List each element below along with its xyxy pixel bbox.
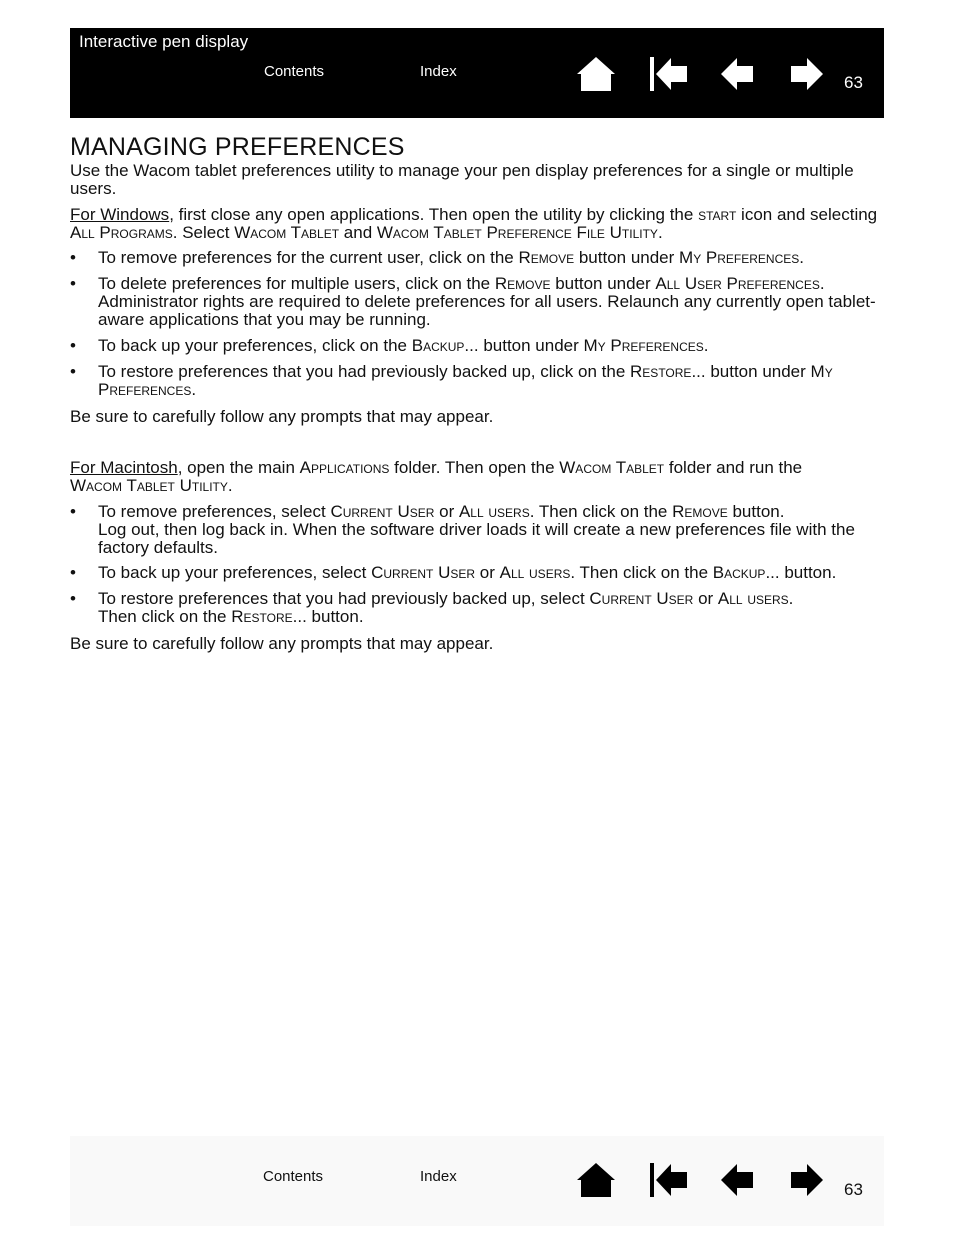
list-item: • To restore preferences that you had previously backed up, click on the Restore... button under My Preferences.	[70, 363, 880, 399]
mac-bullet-list	[70, 503, 880, 626]
main-content	[70, 132, 880, 653]
contents-link[interactable]: Contents	[264, 63, 325, 80]
page-number: 63	[844, 1180, 863, 1199]
list-item: • To back up your preferences, select Current User or All users. Then click on the Backup... button.	[70, 564, 880, 582]
page-title: MANAGING PREFERENCES	[70, 133, 405, 161]
document-title: Interactive pen display	[79, 32, 249, 51]
list-item: • To back up your preferences, click on the Backup... button under My Preferences.	[70, 337, 880, 355]
mac-closing-text: Be sure to carefully follow any prompts that may appear.	[70, 634, 494, 653]
first-page-icon[interactable]	[647, 54, 691, 94]
windows-closing-text: Be sure to carefully follow any prompts that may appear.	[70, 407, 494, 426]
contents-link[interactable]: Contents	[263, 1168, 324, 1185]
windows-link[interactable]: For Windows	[70, 205, 170, 224]
list-item: • To remove preferences for the current user, click on the Remove button under My Preferences.	[70, 249, 880, 267]
footer-bar	[70, 1136, 884, 1226]
home-icon[interactable]	[574, 54, 618, 94]
list-item: • To delete preferences for multiple users, click on the Remove button under All User Preferences. Administrator rights are required to delete preferences for all users. Relaunch any currently open tablet-aware applications that you may be running.	[70, 275, 880, 329]
index-link[interactable]: Index	[420, 1168, 457, 1185]
page-number: 63	[844, 73, 863, 92]
index-link[interactable]: Index	[420, 63, 457, 80]
windows-bullet-list	[70, 249, 880, 399]
next-page-icon[interactable]	[784, 54, 828, 94]
previous-page-icon[interactable]	[716, 54, 760, 94]
home-icon[interactable]	[574, 1160, 618, 1200]
list-item: • To remove preferences, select Current User or All users. Then click on the Remove button. Log out, then log back in. When the software driver loads it will create a new preferences file with the factory defaults.	[70, 503, 880, 557]
next-page-icon[interactable]	[784, 1160, 828, 1200]
windows-paragraph: For Windows, first close any open applications. Then open the utility by clicking the start icon and selecting All Programs. Select Wacom Tablet and Wacom Tablet Preference File Utility.	[70, 205, 878, 242]
macintosh-link[interactable]: For Macintosh	[70, 458, 178, 477]
previous-page-icon[interactable]	[716, 1160, 760, 1200]
first-page-icon[interactable]	[647, 1160, 691, 1200]
intro-paragraph: Use the Wacom tablet preferences utility to manage your pen display preferences for a single or multiple users.	[70, 161, 854, 198]
mac-paragraph: For Macintosh, open the main Applications folder. Then open the Wacom Tablet folder and run the Wacom Tablet Utility.	[70, 458, 803, 495]
list-item: • To restore preferences that you had previously backed up, select Current User or All users. Then click on the Restore... button.	[70, 590, 880, 626]
header-bar	[70, 28, 884, 118]
